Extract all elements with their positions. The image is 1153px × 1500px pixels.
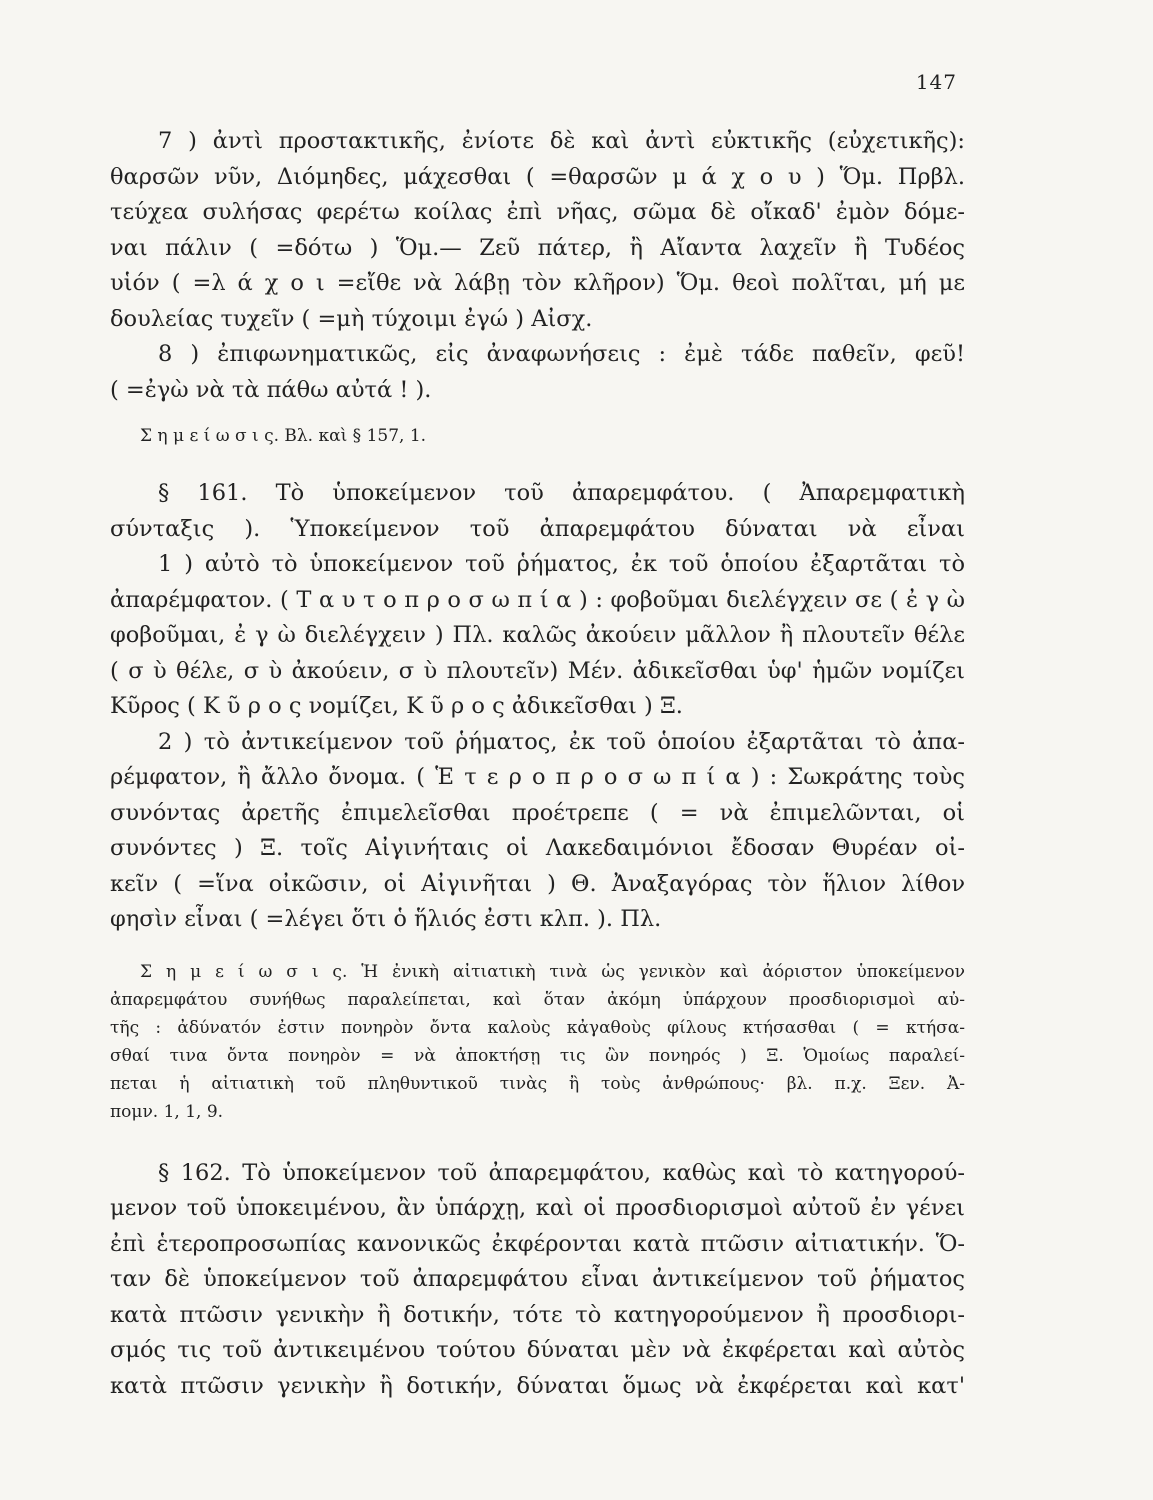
note-line: πεται ἡ αἰτιατικὴ τοῦ πληθυντικοῦ τινὰς ἢ τοὺς ἀνθρώπους· βλ. π.χ. Ξεν. Ἀ-: [110, 1073, 965, 1094]
body-line: 7 ) ἀντὶ προστακτικῆς, ἐνίοτε δὲ καὶ ἀντὶ εὐκτικῆς (εὐχετικῆς):: [158, 128, 965, 154]
body-line: 2 ) τὸ ἀντικείμενον τοῦ ῥήματος, ἐκ τοῦ ὁποίου ἐξαρτᾶται τὸ ἀπα-: [158, 728, 965, 755]
body-line: κατὰ πτῶσιν γενικὴν ἢ δοτικήν, δύναται ὅμως νὰ ἐκφέρεται καὶ κατ': [110, 1372, 965, 1399]
body-line: τεύχεα συλήσας φερέτω κοίλας ἐπὶ νῆας, σῶμα δὲ οἴκαδ' ἐμὸν δόμε-: [110, 199, 965, 225]
body-line: συνόντες ) Ξ. τοῖς Αἰγινήταις οἱ Λακεδαιμόνιοι ἔδοσαν Θυρέαν οἰ-: [110, 835, 965, 861]
body-line: μενον τοῦ ὑποκειμένου, ἂν ὑπάρχῃ, καὶ οἱ προσδιορισμοὶ αὐτοῦ ἐν γένει: [110, 1195, 965, 1221]
body-line: ναι πάλιν ( =δότω ) Ὅμ.— Ζεῦ πάτερ, ἢ Αἴαντα λαχεῖν ἢ Τυδέος: [110, 234, 965, 261]
note-line: Σ η μ ε ί ω σ ι ς. Ἡ ἐνικὴ αἰτιατικὴ τινὰ ὡς γενικὸν καὶ ἀόριστον ὑποκείμενον: [140, 961, 965, 982]
body-line: θαρσῶν νῦν, Διόμηδες, μάχεσθαι ( =θαρσῶν μ ά χ ο υ ) Ὅμ. Πρβλ.: [110, 163, 965, 190]
body-line: 1 ) αὐτὸ τὸ ὑποκείμενον τοῦ ῥήματος, ἐκ τοῦ ὁποίου ἐξαρτᾶται τὸ: [158, 551, 965, 577]
section-heading-162: § 162. Τὸ ὑποκείμενον τοῦ ἀπαρεμφάτου, καθὼς καὶ τὸ κατηγορού-: [158, 1159, 965, 1186]
body-line: υἱόν ( =λ ά χ ο ι =εἴθε νὰ λάβῃ τὸν κλῆρον) Ὅμ. θεοὶ πολῖται, μή με: [110, 270, 965, 296]
body-line: δουλείας τυχεῖν ( =μὴ τύχοιμι ἐγώ ) Αἰσχ.: [110, 305, 593, 332]
body-line: κεῖν ( =ἵνα οἰκῶσιν, οἱ Αἰγινῆται ) Θ. Ἀναξαγόρας τὸν ἥλιον λίθον: [110, 870, 965, 897]
body-line: 8 ) ἐπιφωνηματικῶς, εἰς ἀναφωνήσεις : ἐμὲ τάδε παθεῖν, φεῦ!: [158, 341, 965, 367]
body-line: φησὶν εἶναι ( =λέγει ὅτι ὁ ἥλιός ἐστι κλπ. ). Πλ.: [110, 906, 662, 932]
body-line: σμός τις τοῦ ἀντικειμένου τούτου δύναται μὲν νὰ ἐκφέρεται καὶ αὐτὸς: [110, 1337, 965, 1363]
page-body: [110, 124, 965, 1404]
note-line: τῆς : ἀδύνατόν ἐστιν πονηρὸν ὄντα καλοὺς κἀγαθοὺς φίλους κτήσασθαι ( = κτήσα-: [110, 1017, 965, 1038]
body-line: κατὰ πτῶσιν γενικὴν ἢ δοτικήν, τότε τὸ κατηγορούμενον ἢ προσδιορι-: [110, 1301, 965, 1328]
note-line: Σ η μ ε ί ω σ ι ς. Βλ. καὶ § 157, 1.: [140, 426, 427, 446]
page-number: 147: [915, 70, 957, 94]
body-line: ( =ἐγὼ νὰ τὰ πάθω αὐτά ! ).: [110, 376, 432, 403]
body-line: ἀπαρέμφατον. ( Τ α υ τ ο π ρ ο σ ω π ί α ) : φοβοῦμαι διελέγχειν σε ( ἐ γ ὼ: [110, 586, 965, 613]
body-line: φοβοῦμαι, ἐ γ ὼ διελέγχειν ) Πλ. καλῶς ἀκούειν μᾶλλον ἢ πλουτεῖν θέλε: [110, 622, 965, 648]
body-line: σύνταξις ). Ὑποκείμενον τοῦ ἀπαρεμφάτου δύναται νὰ εἶναι: [110, 515, 965, 542]
body-line: ἐπὶ ἑτεροπροσωπίας κανονικῶς ἐκφέρονται κατὰ πτῶσιν αἰτιατικήν. Ὅ-: [110, 1230, 965, 1257]
body-line: ταν δὲ ὑποκείμενον τοῦ ἀπαρεμφάτου εἶναι ἀντικείμενον τοῦ ῥήματος: [110, 1266, 965, 1292]
note-line: ἀπαρεμφάτου συνήθως παραλείπεται, καὶ ὅταν ἀκόμη ὑπάρχουν προσδιορισμοὶ αὐ-: [110, 989, 965, 1010]
body-line: συνόντας ἀρετῆς ἐπιμελεῖσθαι προέτρεπε ( = νὰ ἐπιμελῶνται, οἱ: [110, 799, 965, 826]
body-line: ( σ ὺ θέλε, σ ὺ ἀκούειν, σ ὺ πλουτεῖν) Μέν. ἀδικεῖσθαι ὑφ' ἡμῶν νομίζει: [110, 657, 965, 684]
body-line: ρέμφατον, ἢ ἄλλο ὄνομα. ( Ἑ τ ε ρ ο π ρ ο σ ω π ί α ) : Σωκράτης τοὺς: [110, 764, 965, 790]
note-line: πομν. 1, 1, 9.: [110, 1101, 224, 1122]
section-heading-161: § 161. Τὸ ὑποκείμενον τοῦ ἀπαρεμφάτου. ( Ἀπαρεμφατικὴ: [158, 480, 965, 506]
note-line: σθαί τινα ὄντα πονηρὸν = νὰ ἀποκτήσῃ τις ὢν πονηρός ) Ξ. Ὁμοίως παραλεί-: [110, 1045, 965, 1066]
body-line: Κῦρος ( Κ ῦ ρ ο ς νομίζει, Κ ῦ ρ ο ς ἀδικεῖσθαι ) Ξ.: [110, 693, 683, 719]
